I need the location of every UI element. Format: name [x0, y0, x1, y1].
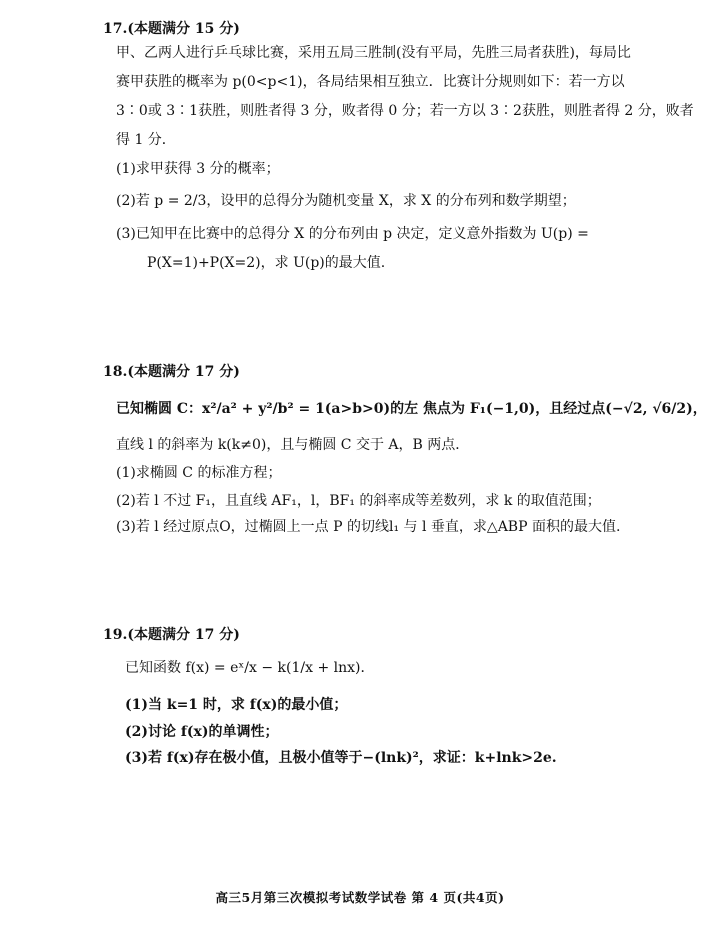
problem-18-line-1: 已知椭圆 C：x²/a² + y²/b² = 1(a>b>0)的左 焦点为 F₁(−1,0)，且经过点(−√2, √6/2)， — [116, 401, 707, 417]
problem-17-part-3: (3)已知甲在比赛中的总得分 X 的分布列由 p 决定，定义意外指数为 U(p) = — [116, 226, 589, 242]
problem-19-part-1: (1)当 k=1 时，求 f(x)的最小值； — [125, 697, 348, 713]
problem-19-part-3: (3)若 f(x)存在极小值，且极小值等于−(lnk)²，求证：k+lnk>2e. — [125, 750, 557, 766]
problem-19-title: 19.(本题满分 17 分) — [103, 627, 240, 643]
problem-17-line-2: 赛甲获胜的概率为 p(0<p<1)，各局结果相互独立．比赛计分规则如下：若一方以 — [116, 74, 625, 90]
problem-18-part-2: (2)若 l 不过 F₁，且直线 AF₁，l，BF₁ 的斜率成等差数列，求 k 的取值范围； — [116, 493, 601, 509]
problem-17-line-3: 3∶0或 3∶1获胜，则胜者得 3 分，败者得 0 分；若一方以 3∶2获胜，则胜者得 2 分，败者 — [116, 103, 694, 119]
problem-19-part-2: (2)讨论 f(x)的单调性； — [125, 724, 279, 740]
problem-18-part-3: (3)若 l 经过原点O，过椭圆上一点 P 的切线l₁ 与 l 垂直，求△ABP 面积的最大值. — [116, 519, 621, 535]
problem-18-line-2: 直线 l 的斜率为 k(k≠0)，且与椭圆 C 交于 A，B 两点． — [116, 437, 470, 453]
problem-17-part-3-cont: P(X=1)+P(X=2)，求 U(p)的最大值. — [147, 255, 386, 271]
page-footer: 高三5月第三次模拟考试数学试卷 第 4 页(共4页) — [215, 890, 505, 905]
problem-18-part-1: (1)求椭圆 C 的标准方程； — [116, 465, 282, 481]
problem-17-line-4: 得 1 分． — [116, 132, 176, 148]
problem-17-line-1: 甲、乙两人进行乒乓球比赛，采用五局三胜制(没有平局，先胜三局者获胜)，每局比 — [116, 45, 631, 61]
problem-17-title: 17.(本题满分 15 分) — [103, 21, 240, 37]
problem-19-line-1: 已知函数 f(x) = eˣ/x − k(1/x + lnx)． — [125, 660, 375, 676]
problem-17-part-2: (2)若 p = 2/3，设甲的总得分为随机变量 X，求 X 的分布列和数学期望； — [116, 193, 576, 209]
problem-18-title: 18.(本题满分 17 分) — [103, 364, 240, 380]
problem-17-part-1: (1)求甲获得 3 分的概率； — [116, 161, 280, 177]
